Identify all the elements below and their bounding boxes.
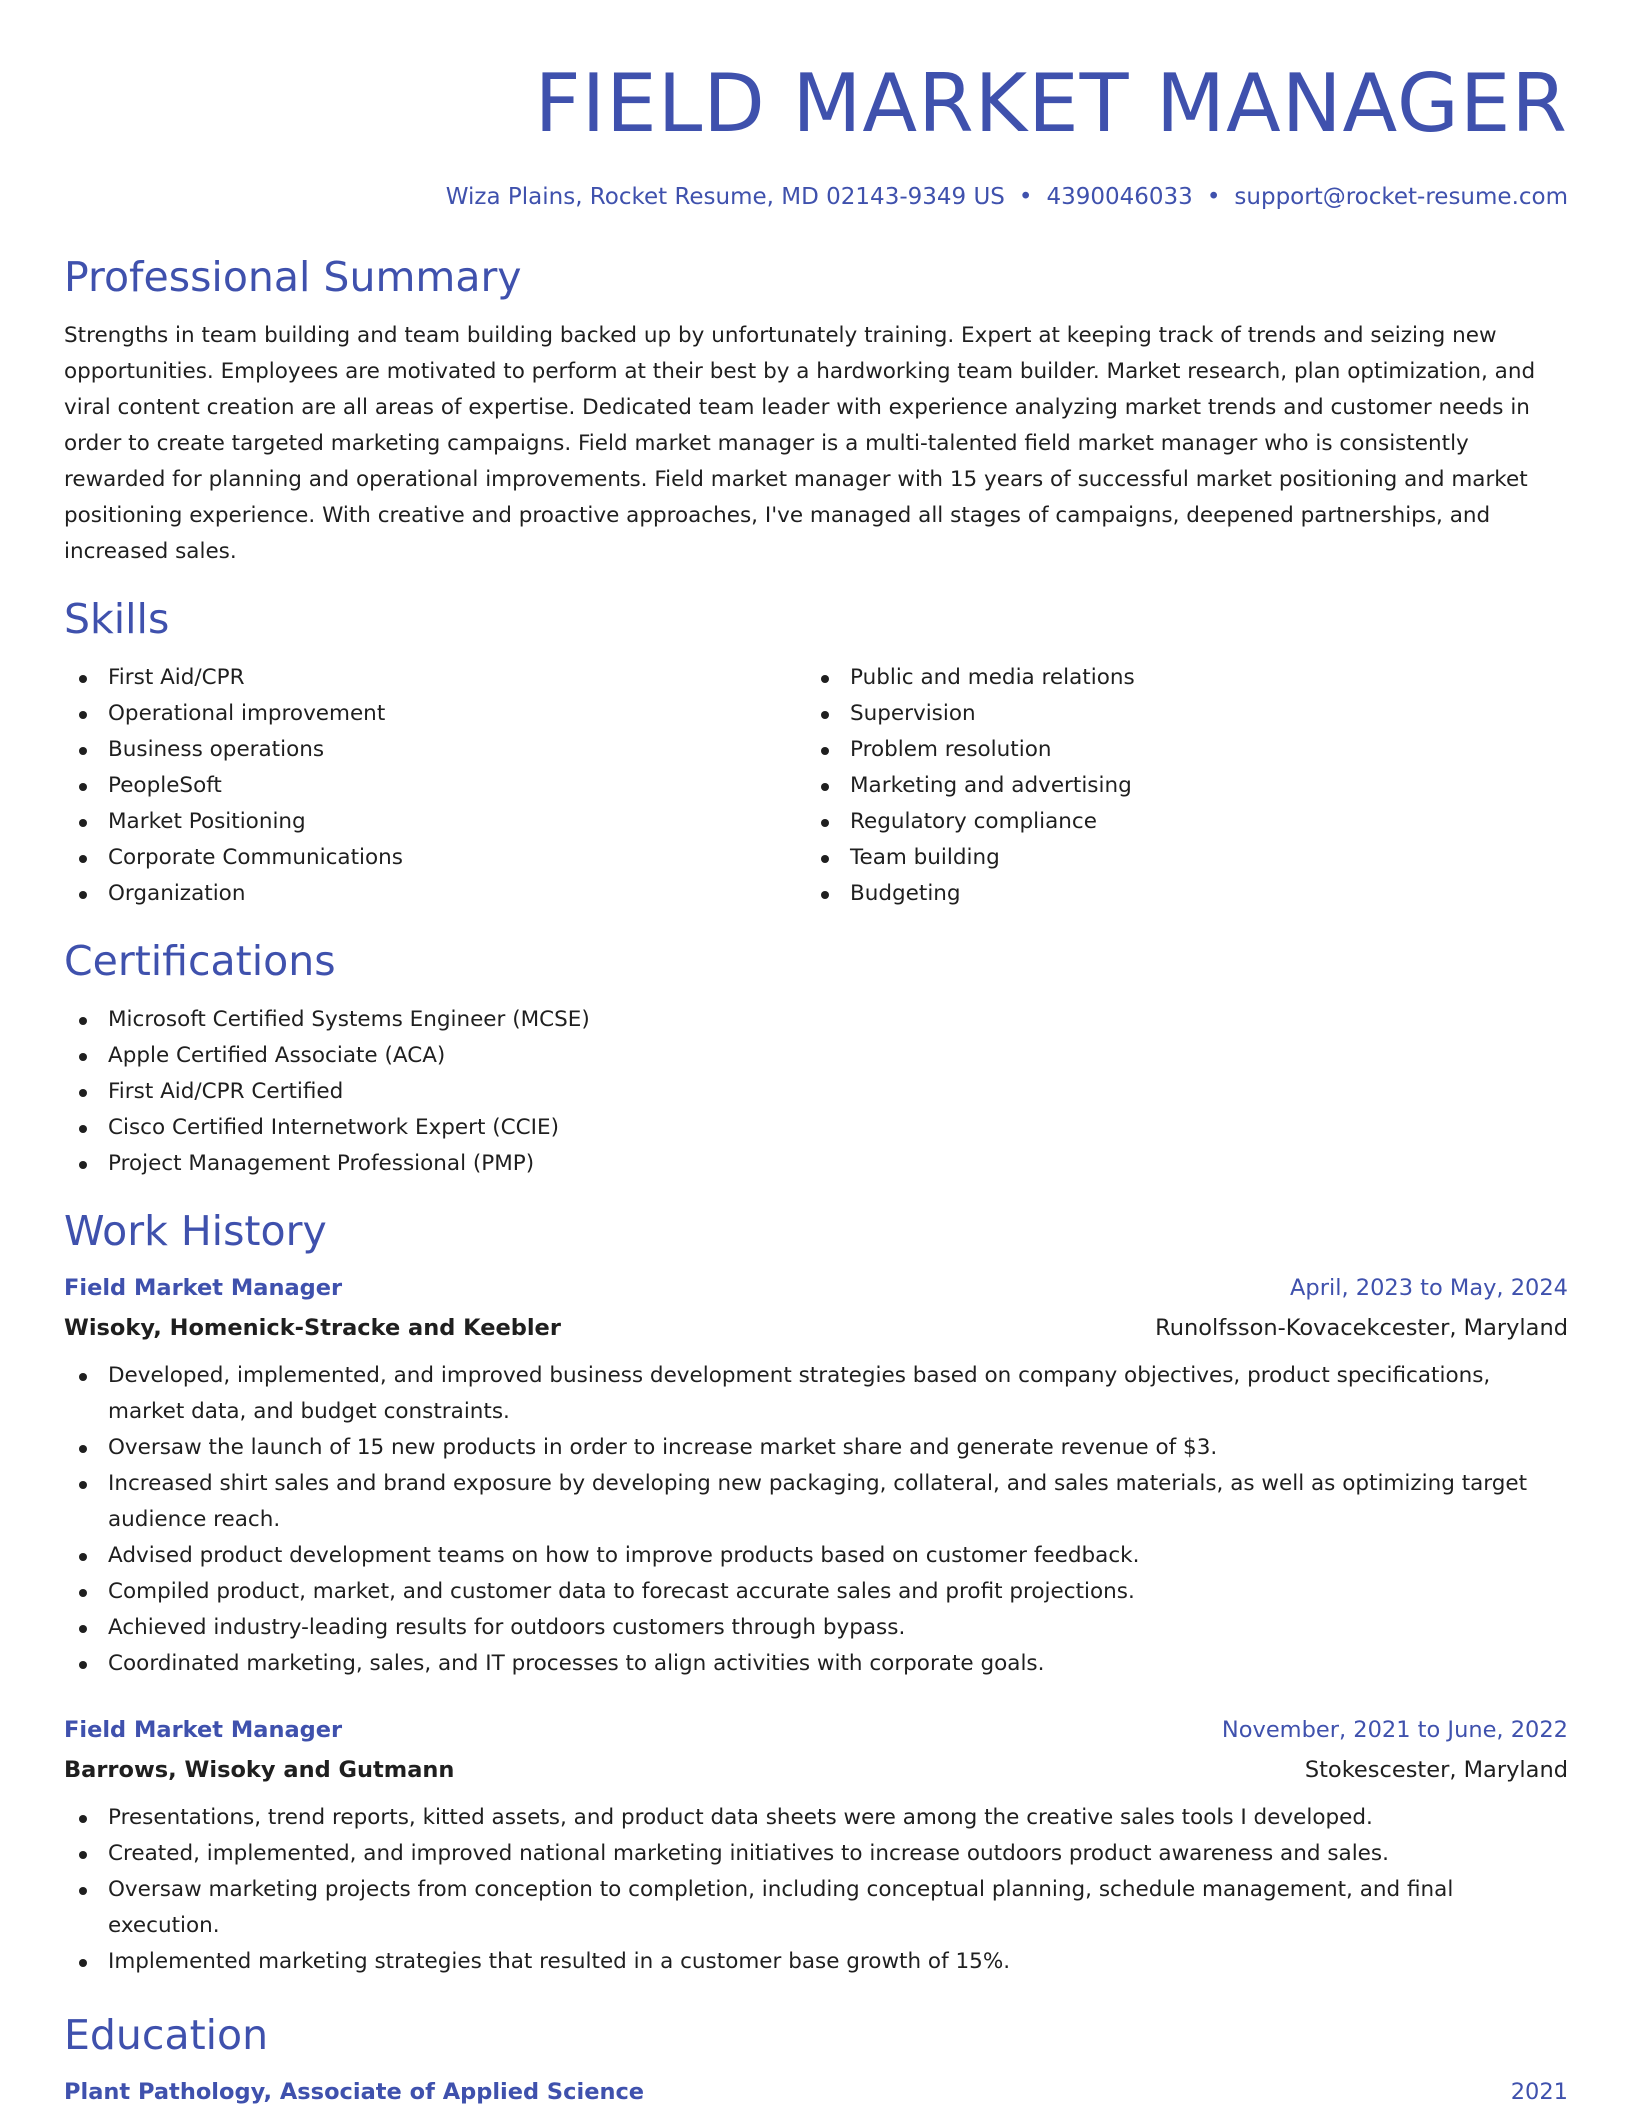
skill-item: Corporate Communications: [64, 840, 806, 876]
job-bullet: Presentations, trend reports, kitted assets, and product data sheets were among the creative sales tools I developed.: [64, 1800, 1568, 1836]
contact-line: [64, 182, 1568, 212]
job-bullet: Developed, implemented, and improved business development strategies based on company objectives, product specifications, market data, and budget constraints.: [64, 1358, 1568, 1430]
job-bullet: Increased shirt sales and brand exposure by developing new packaging, collateral, and sales materials, as well as optimizing target audience reach.: [64, 1466, 1568, 1538]
skills-section: [64, 594, 1568, 912]
job-company: Wisoky, Homenick-Stracke and Keebler: [64, 1315, 561, 1341]
skill-item: Budgeting: [806, 876, 1548, 912]
job-position: Field Market Manager: [64, 1717, 343, 1743]
job-location: Stokescester, Maryland: [1304, 1757, 1568, 1783]
certification-item: First Aid/CPR Certified: [64, 1074, 1568, 1110]
job-bullet: Oversaw the launch of 15 new products in order to increase market share and generate revenue of $3.: [64, 1430, 1568, 1466]
skill-item: Regulatory compliance: [806, 804, 1548, 840]
job-bullet: Implemented marketing strategies that resulted in a customer base growth of 15%.: [64, 1944, 1568, 1980]
resume-page: [64, 0, 1568, 2112]
certification-item: Apple Certified Associate (ACA): [64, 1038, 1568, 1074]
summary-text: Strengths in team building and team building backed up by unfortunately training. Expert at keeping track of trends and seizing new opportunities. Employees are motivated to perform at their best by a hardworking team builder. Market research, plan optimization, and viral content creation are all areas of expertise. Dedicated team leader with experience analyzing market trends and customer needs in order to create targeted marketing campaigns. Field market manager is a multi-talented field market manager who is consistently rewarded for planning and operational improvements. Field market manager with 15 years of successful market positioning and market positioning experience. With creative and proactive approaches, I've managed all stages of campaigns, deepened partnerships, and increased sales.: [64, 323, 1536, 564]
job-title-heading: FIELD MARKET MANAGER: [534, 57, 1568, 150]
job-dates: November, 2021 to June, 2022: [1221, 1717, 1568, 1743]
job-bullet: Oversaw marketing projects from conception to completion, including conceptual planning, schedule management, and final execution.: [64, 1872, 1568, 1944]
certification-item: Cisco Certified Internetwork Expert (CCIE): [64, 1110, 1568, 1146]
certifications-list: [64, 1002, 1568, 1182]
skill-item: Marketing and advertising: [806, 768, 1548, 804]
skill-item: Problem resolution: [806, 732, 1548, 768]
work-history-section: [64, 1206, 1568, 1980]
skills-right-list: [806, 660, 1548, 912]
skill-item: Organization: [64, 876, 806, 912]
job-entry: [64, 1272, 1568, 1682]
bullet-separator: •: [1018, 184, 1033, 210]
certification-item: Microsoft Certified Systems Engineer (MCSE): [64, 1002, 1568, 1038]
job-header-row: [64, 1714, 1568, 1746]
job-bullet: Created, implemented, and improved national marketing initiatives to increase outdoors product awareness and sales.: [64, 1836, 1568, 1872]
skill-item: Operational improvement: [64, 696, 806, 732]
summary-title: Professional Summary: [64, 253, 522, 301]
job-dates: April, 2023 to May, 2024: [1290, 1275, 1568, 1301]
job-company: Barrows, Wisoky and Gutmann: [64, 1757, 455, 1783]
summary-section: [64, 252, 1568, 570]
skill-item: Supervision: [806, 696, 1548, 732]
certifications-section: [64, 936, 1568, 1182]
skill-item: Team building: [806, 840, 1548, 876]
skills-title: Skills: [64, 595, 170, 643]
certification-item: Project Management Professional (PMP): [64, 1146, 1568, 1182]
education-title: Education: [64, 2011, 269, 2059]
job-bullet: Achieved industry-leading results for outdoors customers through bypass.: [64, 1610, 1568, 1646]
job-company-row: [64, 1312, 1568, 1344]
job-bullets: [64, 1358, 1568, 1682]
skill-item: Business operations: [64, 732, 806, 768]
job-position: Field Market Manager: [64, 1275, 343, 1301]
job-entry: [64, 1714, 1568, 1980]
bullet-separator: •: [1206, 184, 1221, 210]
job-location: Runolfsson-Kovacekcester, Maryland: [1155, 1315, 1568, 1341]
skill-item: Market Positioning: [64, 804, 806, 840]
skills-left-list: [64, 660, 806, 912]
resume-header: [64, 0, 1568, 212]
skill-item: PeopleSoft: [64, 768, 806, 804]
education-section: [64, 2010, 1568, 2108]
job-bullet: Coordinated marketing, sales, and IT processes to align activities with corporate goals.: [64, 1646, 1568, 1682]
education-year: 2021: [1510, 2079, 1568, 2105]
job-bullet: Advised product development teams on how to improve products based on customer feedback.: [64, 1538, 1568, 1574]
job-bullets: [64, 1800, 1568, 1980]
skill-item: Public and media relations: [806, 660, 1548, 696]
job-bullet: Compiled product, market, and customer data to forecast accurate sales and profit projections.: [64, 1574, 1568, 1610]
skill-item: First Aid/CPR: [64, 660, 806, 696]
address: Wiza Plains, Rocket Resume, MD 02143-9349 US: [445, 184, 1005, 210]
email-link[interactable]: support@rocket-resume.com: [1234, 184, 1568, 210]
phone: 4390046033: [1046, 184, 1193, 210]
skills-grid: [64, 660, 1568, 912]
job-header-row: [64, 1272, 1568, 1304]
education-row: [64, 2076, 1568, 2108]
certifications-title: Certifications: [64, 937, 336, 985]
education-degree: Plant Pathology, Associate of Applied Science: [64, 2079, 645, 2105]
job-company-row: [64, 1754, 1568, 1786]
work-history-title: Work History: [64, 1207, 327, 1255]
